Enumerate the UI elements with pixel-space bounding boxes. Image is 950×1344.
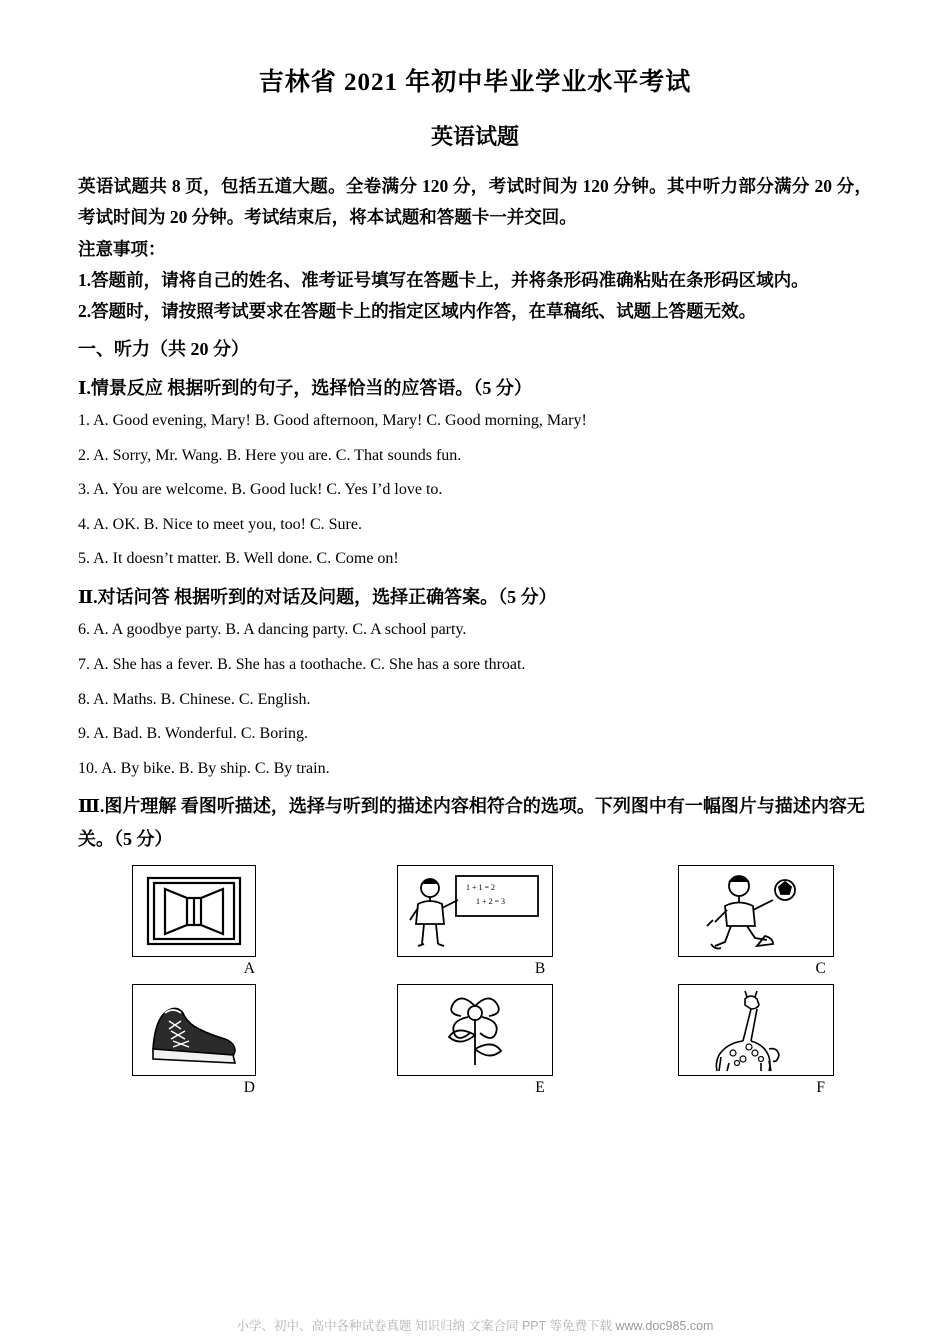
question-item: 10. A. By bike. B. By ship. C. By train. <box>78 759 330 777</box>
picture-grid <box>78 865 872 1097</box>
question-item: 7. A. She has a fever. B. She has a toothache. C. She has a sore throat. <box>78 655 526 673</box>
question-item: 9. A. Bad. B. Wonderful. C. Boring. <box>78 725 308 743</box>
footer-site: www.doc985.com <box>615 1319 714 1333</box>
picture-cell-d <box>78 984 311 1097</box>
picture-cell-a <box>78 865 311 978</box>
question-item: 2. A. Sorry, Mr. Wang. B. Here you are. C. That sounds fun. <box>78 446 462 464</box>
open-window-icon <box>135 868 253 954</box>
question-item: 3. A. You are welcome. B. Good luck! C. Yes I’d love to. <box>78 481 443 499</box>
picture-row <box>78 865 872 978</box>
giraffe-icon <box>681 987 831 1073</box>
note-item-2: 2.答题时，请按照考试要求在答题卡上的指定区域内作答，在草稿纸、试题上答题无效。 <box>78 300 757 321</box>
picture-label: E <box>535 1079 545 1097</box>
part-2-heading: Ⅱ.对话问答 根据听到的对话及问题，选择正确答案。（5 分） <box>78 586 557 607</box>
picture-label: C <box>815 960 826 978</box>
page-subtitle: 英语试题 <box>430 124 519 149</box>
page-footer <box>0 1316 950 1334</box>
picture-cell-b <box>359 865 592 978</box>
picture-cell-e <box>359 984 592 1097</box>
notes-heading: 注意事项： <box>78 239 166 260</box>
question-item: 8. A. Maths. B. Chinese. C. English. <box>78 690 311 708</box>
question-item: 1. A. Good evening, Mary! B. Good afternoon, Mary! C. Good morning, Mary! <box>78 412 587 430</box>
picture-label: A <box>243 960 255 978</box>
picture-frame <box>397 865 553 957</box>
picture-label: D <box>243 1079 255 1097</box>
part-3-heading: Ⅲ.图片理解 看图听描述，选择与听到的描述内容相符合的选项。下列图中有一幅图片与描述内容无关。（5 分） <box>78 796 865 849</box>
part-1-heading: Ⅰ.情景反应 根据听到的句子，选择恰当的应答语。（5 分） <box>78 377 532 398</box>
note-item-1: 1.答题前，请将自己的姓名、准考证号填写在答题卡上，并将条形码准确粘贴在条形码区域内。 <box>78 269 809 290</box>
picture-label: B <box>534 960 546 978</box>
section-heading-listening: 一、听力（共 20 分） <box>78 339 249 360</box>
picture-frame <box>132 984 256 1076</box>
question-item: 5. A. It doesn’t matter. B. Well done. C. Come on! <box>78 550 399 568</box>
footer-text: 小学、初中、高中各种试卷真题 知识归纳 文案合同 PPT 等免费下载 <box>236 1319 613 1333</box>
picture-label: F <box>816 1079 825 1097</box>
boy-playing-football-icon <box>681 868 831 954</box>
picture-frame <box>678 865 834 957</box>
svg-text:1 + 1 = 2: 1 + 1 = 2 <box>466 883 496 893</box>
picture-frame <box>678 984 834 1076</box>
flower-icon <box>400 987 550 1073</box>
page-title: 吉林省 2021 年初中毕业学业水平考试 <box>258 69 692 96</box>
picture-frame <box>132 865 256 957</box>
picture-cell-c <box>639 865 872 978</box>
question-item: 6. A. A goodbye party. B. A dancing party. C. A school party. <box>78 621 467 639</box>
picture-cell-f <box>639 984 872 1097</box>
document-content <box>78 62 872 1103</box>
picture-frame <box>397 984 553 1076</box>
question-item: 4. A. OK. B. Nice to meet you, too! C. Sure. <box>78 515 362 533</box>
intro-paragraph: 英语试题共 8 页，包括五道大题。全卷满分 120 分，考试时间为 120 分钟。其中听力部分满分 20 分，考试时间为 20 分钟。考试结束后，将本试题和答题卡一并交回。 <box>78 176 872 227</box>
sneaker-shoe-icon <box>135 987 253 1073</box>
svg-text:1 + 2 = 3: 1 + 2 = 3 <box>476 897 506 907</box>
picture-row <box>78 984 872 1097</box>
teacher-blackboard-icon <box>400 868 550 954</box>
